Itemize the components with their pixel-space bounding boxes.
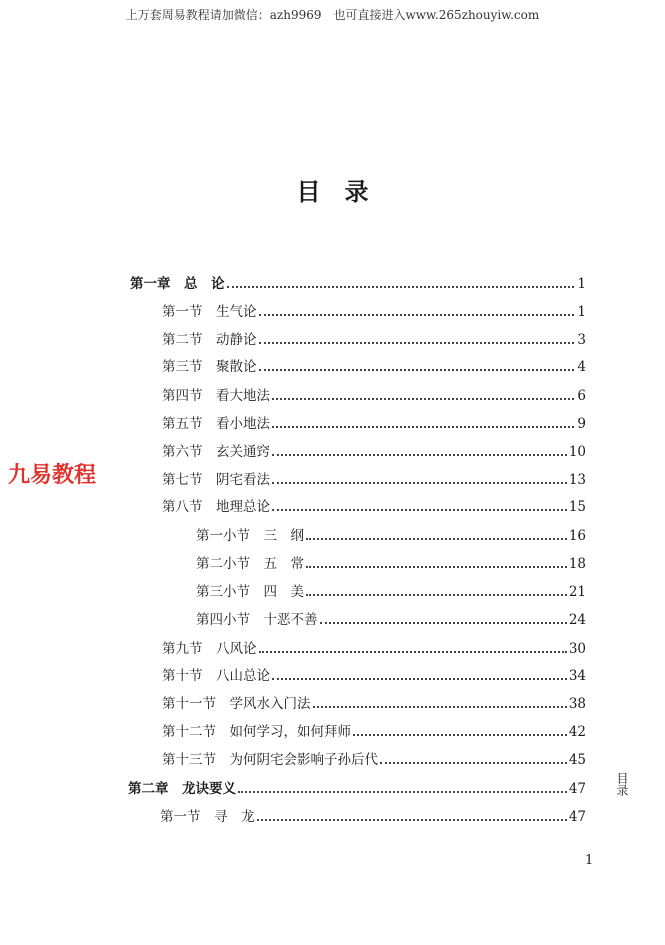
- toc-page-number: 9: [577, 416, 586, 432]
- toc-page-number: 47: [568, 781, 586, 797]
- toc-leader-dots: [272, 454, 567, 456]
- toc-leader-dots: [259, 651, 567, 653]
- page-header: 上万套周易教程请加微信：azh9969 也可直接进入www.265zhouyiw.com: [125, 8, 540, 22]
- toc-page-number: 21: [568, 584, 586, 600]
- toc-leader-dots: [272, 482, 567, 484]
- page-title: 目录: [296, 177, 393, 206]
- toc-page-number: 15: [568, 499, 586, 515]
- toc-page-number: 18: [568, 556, 586, 572]
- toc-leader-dots: [380, 762, 567, 764]
- toc-entry-label: 第七节 阴宅看法: [162, 472, 270, 488]
- toc-entry-section[interactable]: [162, 637, 586, 657]
- toc-entry-label: 第三小节 四 美: [196, 584, 304, 600]
- toc-page-number: 30: [568, 641, 586, 657]
- toc-entry-section[interactable]: [162, 412, 586, 432]
- toc-entry-section[interactable]: [162, 300, 586, 320]
- toc-entry-label: 第二小节 五 常: [196, 556, 304, 572]
- toc-entry-label: 第三节 聚散论: [162, 359, 257, 375]
- toc-page-number: 16: [568, 528, 586, 544]
- watermark-logo: 九易教程: [8, 463, 97, 488]
- toc-page-number: 10: [568, 444, 586, 460]
- toc-entry-label: 第一节 寻 龙: [160, 809, 255, 825]
- toc-entry-section[interactable]: [162, 720, 586, 740]
- toc-page-number: 47: [568, 809, 586, 825]
- toc-entry-section[interactable]: [162, 692, 586, 712]
- toc-entry-chapter-1[interactable]: [130, 272, 586, 292]
- toc-leader-dots: [306, 566, 567, 568]
- toc-leader-dots: [306, 594, 567, 596]
- toc-entry-label: 第九节 八风论: [162, 641, 257, 657]
- toc-entry-label: 第五节 看小地法: [162, 416, 270, 432]
- toc-entry-subsection[interactable]: [196, 608, 586, 628]
- toc-leader-dots: [259, 369, 575, 371]
- toc-entry-label: 第二节 动静论: [162, 332, 257, 348]
- toc-page-number: 1: [577, 276, 586, 292]
- toc-entry-subsection[interactable]: [196, 524, 586, 544]
- toc-entry-section[interactable]: [162, 748, 586, 768]
- page-number: 1: [585, 853, 594, 868]
- toc-leader-dots: [272, 678, 567, 680]
- toc-leader-dots: [227, 286, 575, 288]
- toc-leader-dots: [306, 538, 567, 540]
- toc-entry-section[interactable]: [162, 495, 586, 515]
- toc-leader-dots: [238, 791, 567, 793]
- toc-leader-dots: [272, 398, 574, 400]
- toc-entry-section[interactable]: [162, 355, 586, 375]
- toc-entry-label: 第十一节 学风水入门法: [162, 696, 311, 712]
- toc-page-number: 13: [568, 472, 586, 488]
- toc-entry-subsection[interactable]: [196, 552, 586, 572]
- toc-page-number: 4: [577, 359, 586, 375]
- toc-leader-dots: [257, 819, 567, 821]
- toc-entry-label: 第一小节 三 纲: [196, 528, 304, 544]
- toc-leader-dots: [272, 426, 574, 428]
- toc-entry-label: 第二章 龙诀要义: [128, 781, 236, 797]
- toc-page-number: 42: [568, 724, 586, 740]
- toc-entry-section[interactable]: [162, 440, 586, 460]
- toc-entry-label: 第六节 玄关通窍: [162, 444, 270, 460]
- toc-page-number: 1: [577, 304, 586, 320]
- toc-entry-section[interactable]: [162, 328, 586, 348]
- toc-entry-section[interactable]: [160, 805, 586, 825]
- toc-entry-label: 第十节 八山总论: [162, 668, 270, 684]
- toc-page-number: 24: [568, 612, 586, 628]
- toc-leader-dots: [320, 622, 567, 624]
- toc-page-number: 3: [577, 332, 586, 348]
- toc-page-number: 45: [568, 752, 586, 768]
- toc-entry-section[interactable]: [162, 468, 586, 488]
- toc-leader-dots: [259, 342, 575, 344]
- toc-leader-dots: [313, 706, 567, 708]
- toc-leader-dots: [259, 314, 575, 316]
- toc-entry-chapter-2[interactable]: [128, 777, 586, 797]
- toc-entry-subsection[interactable]: [196, 580, 586, 600]
- toc-entry-section[interactable]: [162, 664, 586, 684]
- toc-leader-dots: [353, 734, 567, 736]
- toc-entry-label: 第十三节 为何阴宅会影响子孙后代: [162, 752, 378, 768]
- toc-entry-label: 第四小节 十恶不善: [196, 612, 318, 628]
- toc-entry-label: 第十二节 如何学习，如何拜师: [162, 724, 351, 740]
- toc-page-number: 6: [577, 388, 586, 404]
- toc-entry-section[interactable]: [162, 384, 586, 404]
- toc-leader-dots: [272, 509, 567, 511]
- toc-entry-label: 第一章 总 论: [130, 276, 225, 292]
- toc-entry-label: 第四节 看大地法: [162, 388, 270, 404]
- side-section-label: 目录: [615, 772, 629, 796]
- toc-entry-label: 第一节 生气论: [162, 304, 257, 320]
- toc-page-number: 38: [568, 696, 586, 712]
- toc-page-number: 34: [568, 668, 586, 684]
- toc-entry-label: 第八节 地理总论: [162, 499, 270, 515]
